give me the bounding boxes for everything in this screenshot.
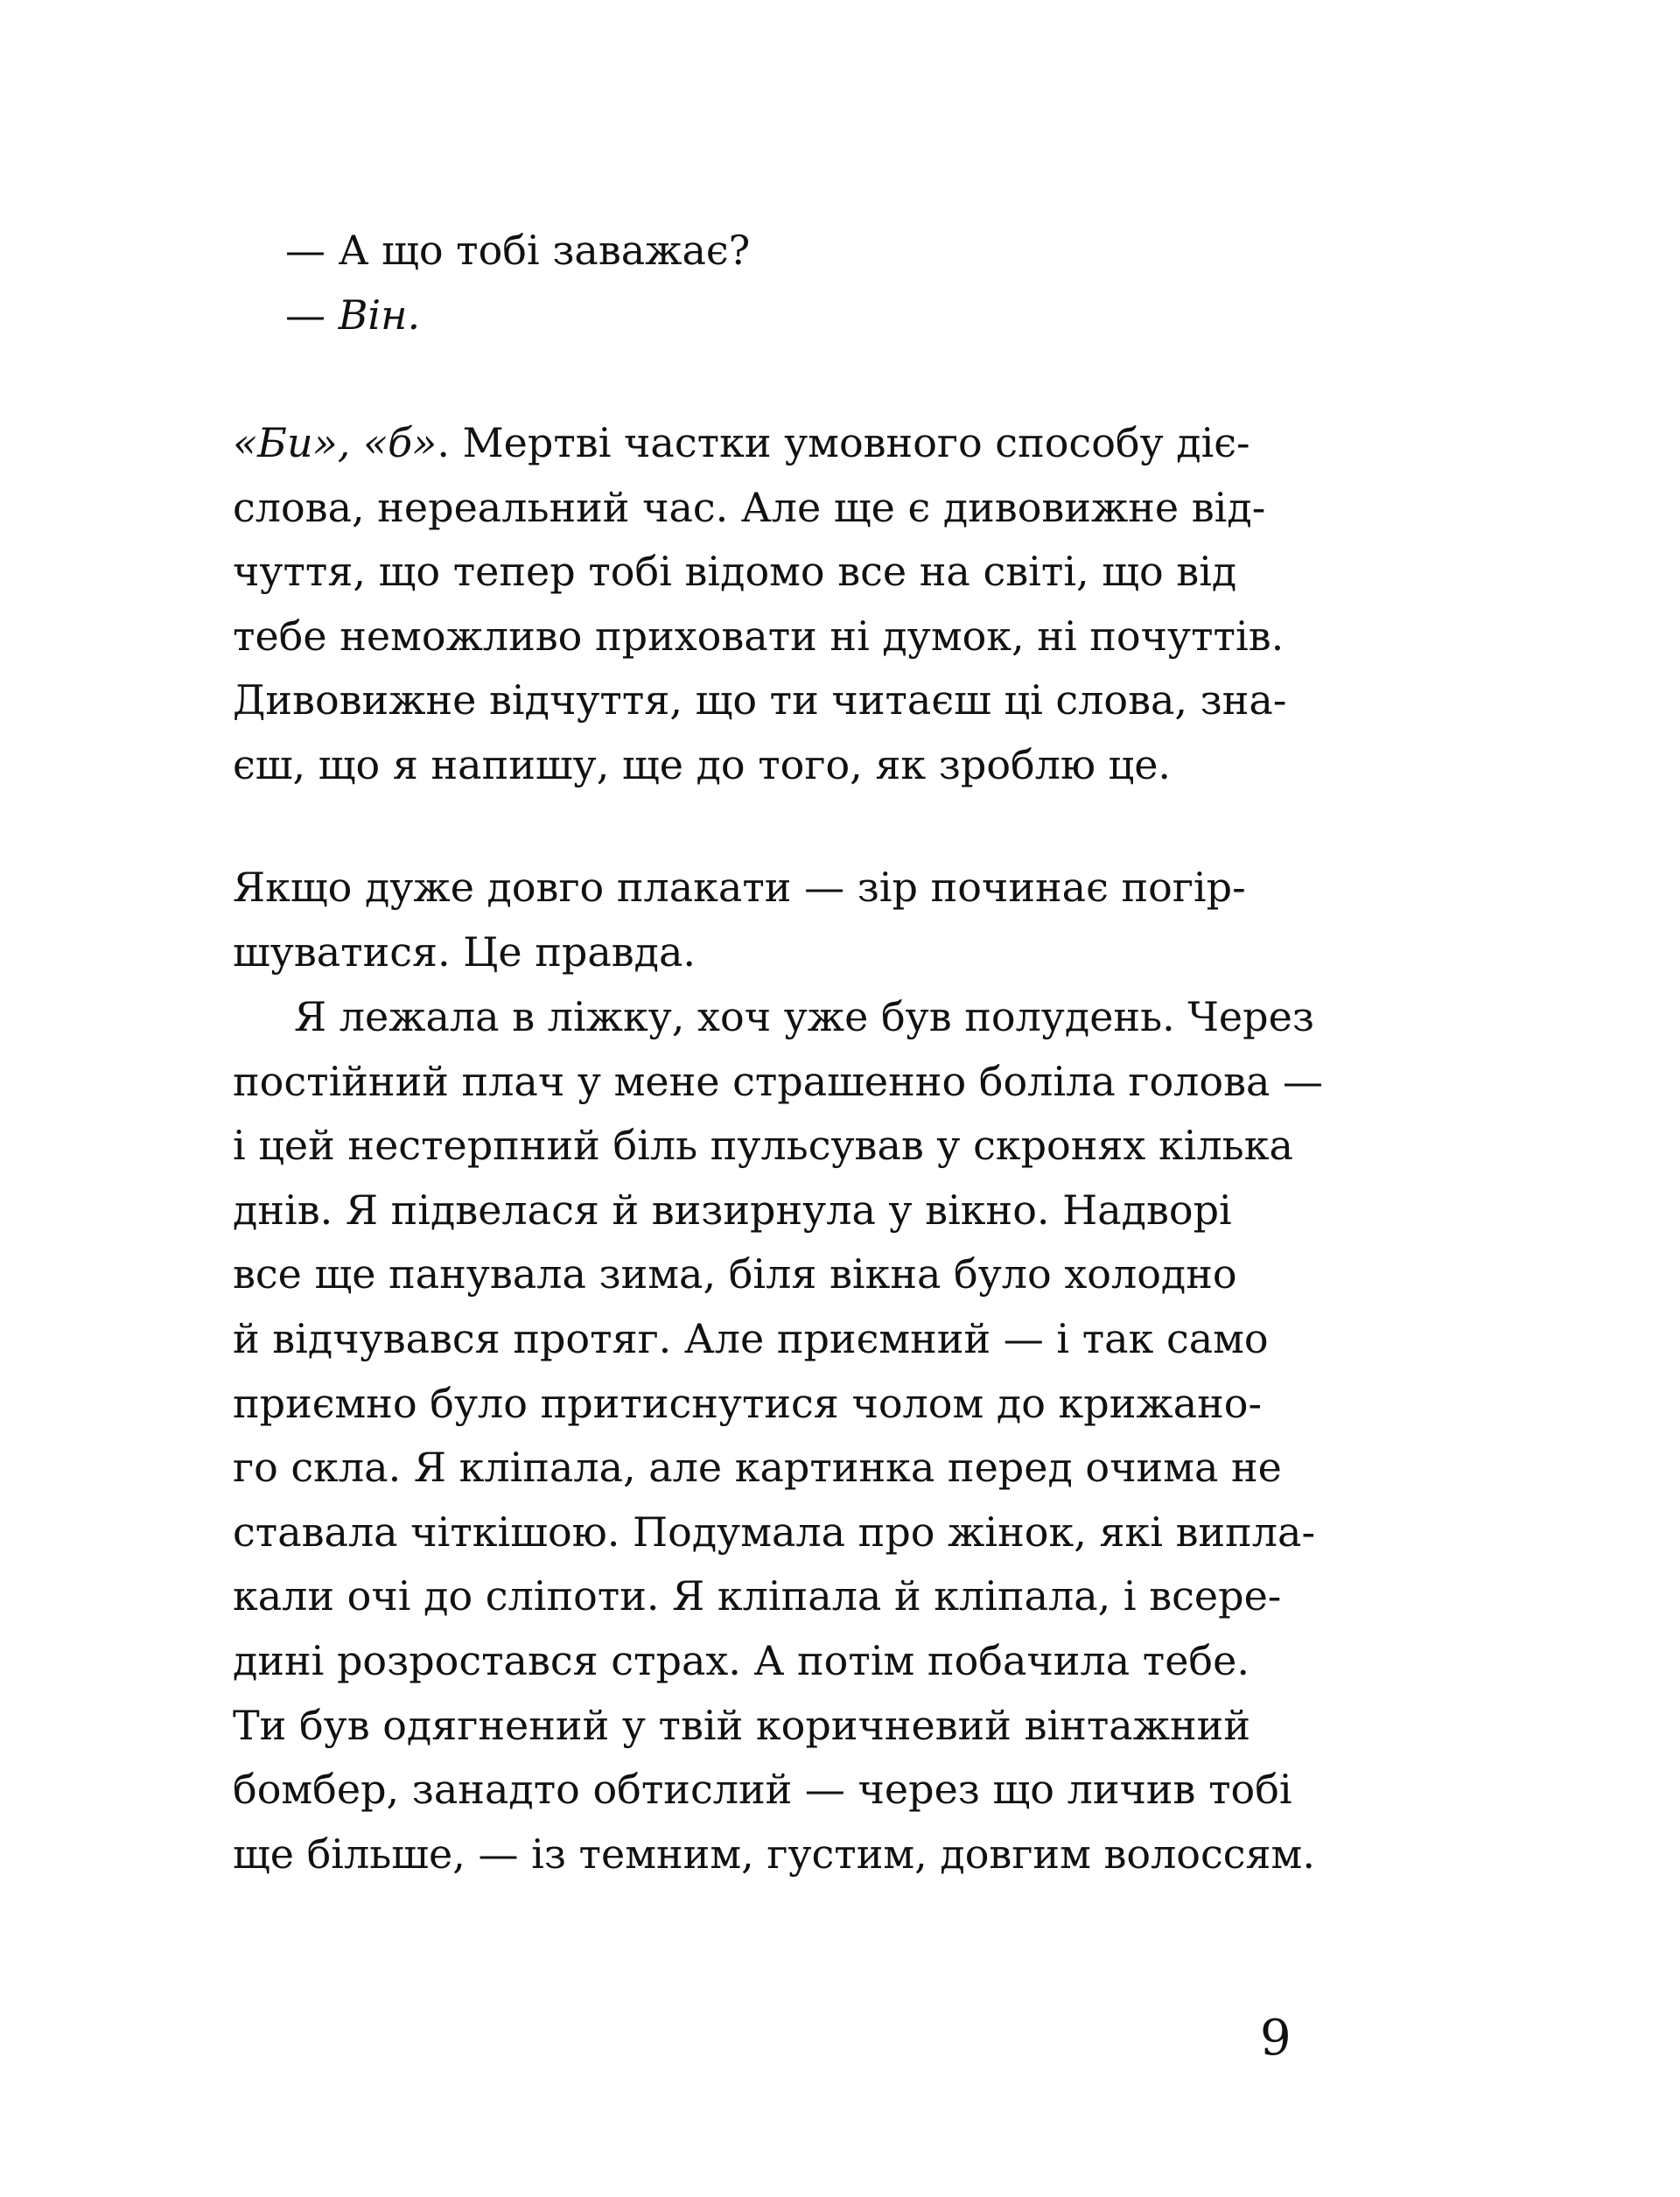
text-line: днів. Я підвелася й визирнула у вікно. Надворі [233, 1186, 1232, 1234]
text-line: і цей нестерпний біль пульсував у скронях кілька [233, 1122, 1293, 1170]
dialogue-text-italic: Він. [338, 290, 421, 339]
paragraph-2 [233, 856, 1370, 984]
text-line: все ще панувала зима, біля вікна було холодно [233, 1250, 1237, 1298]
text-line: ще більше, — із темним, густим, довгим волоссям. [233, 1830, 1315, 1878]
dialogue-line [233, 219, 1370, 283]
text-line: Якщо дуже довго плакати — зір починає погір- [233, 864, 1246, 911]
dialogue-line [233, 283, 1370, 348]
text-line: постійний плач у мене страшенно боліла голова — [233, 1057, 1324, 1105]
text-line: Я лежала в ліжку, хоч уже був полудень. Через [294, 993, 1314, 1040]
dialogue-dash: — [285, 290, 339, 339]
text-line: приємно було притиснутися чолом до крижано- [233, 1379, 1263, 1427]
italic-quote: «Би», «б» [233, 419, 438, 466]
text-line-rest: . Мертві частки умовного способу діє- [437, 419, 1250, 466]
text-line: слова, нереальний час. Але ще є дивовижне від- [233, 483, 1266, 531]
page-number: 9 [1260, 2010, 1292, 2067]
text-line: Ти був одягнений у твій коричневий вінтажний [233, 1701, 1251, 1749]
dialogue-text: А що тобі заважає? [338, 227, 751, 274]
text-line: тебе неможливо приховати ні думок, ні почуттів. [233, 612, 1284, 660]
paragraph-1 [233, 411, 1370, 798]
text-line [233, 411, 1370, 476]
text-line: ставала чіткішою. Подумала про жінок, які випла- [233, 1508, 1315, 1556]
text-line: чуття, що тепер тобі відомо все на світі, що від [233, 548, 1237, 596]
text-line: дині розростався страх. А потім побачила тебе. [233, 1636, 1250, 1684]
text-line: бомбер, занадто обтислий — через що личив тобі [233, 1766, 1292, 1814]
text-line: го скла. Я кліпала, але картинка перед очима не [233, 1444, 1282, 1492]
text-line: кали очі до сліпоти. Я кліпала й кліпала, і всере- [233, 1572, 1282, 1620]
dialogue-dash: — [285, 227, 339, 274]
text-line: єш, що я напишу, ще до того, як зроблю це. [233, 740, 1172, 788]
text-line: й відчувався протяг. Але приємний — і так само [233, 1314, 1269, 1362]
text-line: шуватися. Це правда. [233, 927, 696, 976]
text-line: Дивовижне відчуття, що ти читаєш ці слова, зна- [233, 676, 1287, 724]
dialogue-block [233, 219, 1370, 347]
paragraph-3 [233, 985, 1370, 1886]
